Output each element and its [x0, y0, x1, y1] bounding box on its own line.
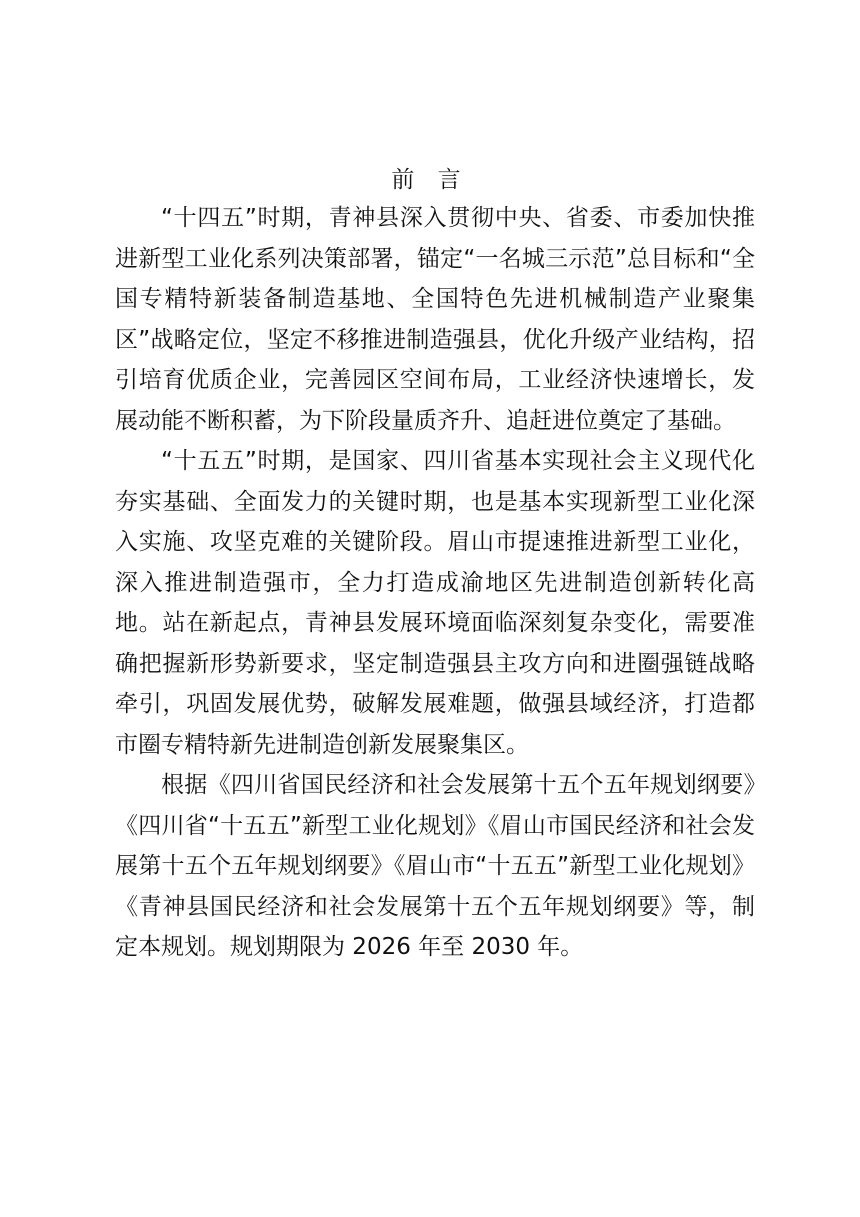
- paragraph-3: 根据《四川省国民经济和社会发展第十五个五年规划纲要》《四川省“十五五”新型工业化规划》《眉山市国民经济和社会发展第十五个五年规划纲要》《眉山市“十五五”新型工业化规划》《青神县国民经济和社会发展第十五个五年规划纲要》等，制定本规划。规划期限为 2026 年至 2030 年。: [115, 772, 755, 960]
- paragraph-1: “十四五”时期，青神县深入贯彻中央、省委、市委加快推进新型工业化系列决策部署，锚定“一名城三示范”总目标和“全国专精特新装备制造基地、全国特色先进机械制造产业聚集区”战略定位，坚定不移推进制造强县，优化升级产业结构，招引培育优质企业，完善园区空间布局，工业经济快速增长，发展动能不断积蓄，为下阶段量质齐升、追赶进位奠定了基础。: [115, 205, 755, 434]
- page-title: 前 言: [391, 167, 469, 193]
- body-text: [115, 198, 755, 968]
- paragraph-2: “十五五”时期，是国家、四川省基本实现社会主义现代化夯实基础、全面发力的关键时期，也是基本实现新型工业化深入实施、攻坚克难的关键阶段。眉山市提速推进新型工业化，深入推进制造强市，全力打造成渝地区先进制造创新转化高地。站在新起点，青神县发展环境面临深刻复杂变化，需要准确把握新形势新要求，坚定制造强县主攻方向和进圈强链战略牵引，巩固发展优势，破解发展难题，做强县域经济，打造都市圈专精特新先进制造创新发展聚集区。: [115, 448, 755, 758]
